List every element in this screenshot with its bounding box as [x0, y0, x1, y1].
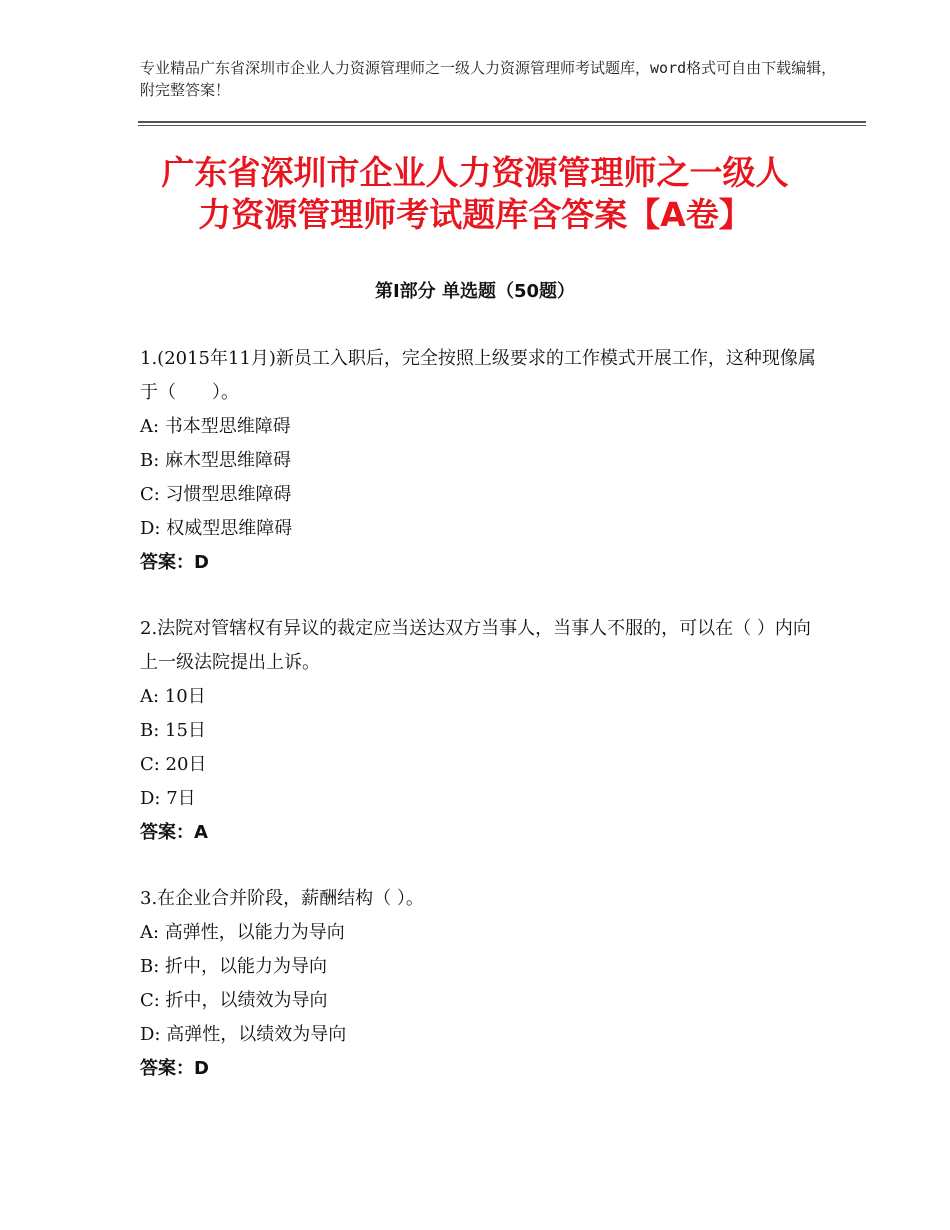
question-text: 2.法院对管辖权有异议的裁定应当送达双方当事人，当事人不服的，可以在（ ）内向上一级法院提出上诉。	[140, 618, 811, 673]
question-3	[140, 882, 820, 1086]
option-d: D: 高弹性，以绩效为导向	[140, 1024, 347, 1045]
document-title	[100, 152, 850, 236]
option-c: C: 习惯型思维障碍	[140, 484, 292, 505]
option-a: A: 高弹性，以能力为导向	[140, 922, 345, 943]
section-title: 第Ⅰ部分 单选题（50题）	[374, 281, 575, 302]
answer: 答案：A	[140, 822, 208, 843]
option-b: B: 15日	[140, 720, 206, 741]
title-line-1: 广东省深圳市企业人力资源管理师之一级人	[161, 153, 789, 192]
question-text: 3.在企业合并阶段，薪酬结构（ ）。	[140, 888, 424, 909]
option-b: B: 麻木型思维障碍	[140, 450, 292, 471]
question-2	[140, 612, 820, 850]
option-d: D: 7日	[140, 788, 196, 809]
option-b: B: 折中，以能力为导向	[140, 956, 328, 977]
option-a: A: 书本型思维障碍	[140, 416, 291, 437]
question-text: 1.(2015年11月)新员工入职后，完全按照上级要求的工作模式开展工作，这种现像属于（ ）。	[140, 348, 816, 403]
option-c: C: 折中，以绩效为导向	[140, 990, 328, 1011]
option-d: D: 权威型思维障碍	[140, 518, 293, 539]
question-1	[140, 342, 820, 580]
answer: 答案：D	[140, 1058, 209, 1079]
option-c: C: 20日	[140, 754, 207, 775]
header-divider-thin	[138, 125, 866, 126]
question-list	[140, 342, 820, 1118]
option-a: A: 10日	[140, 686, 206, 707]
header-note: 专业精品广东省深圳市企业人力资源管理师之一级人力资源管理师考试题库，word格式可自由下载编辑，附完整答案！	[140, 59, 837, 99]
answer: 答案：D	[140, 552, 209, 573]
title-line-2: 力资源管理师考试题库含答案【A卷】	[198, 195, 752, 234]
header-divider	[138, 121, 866, 123]
